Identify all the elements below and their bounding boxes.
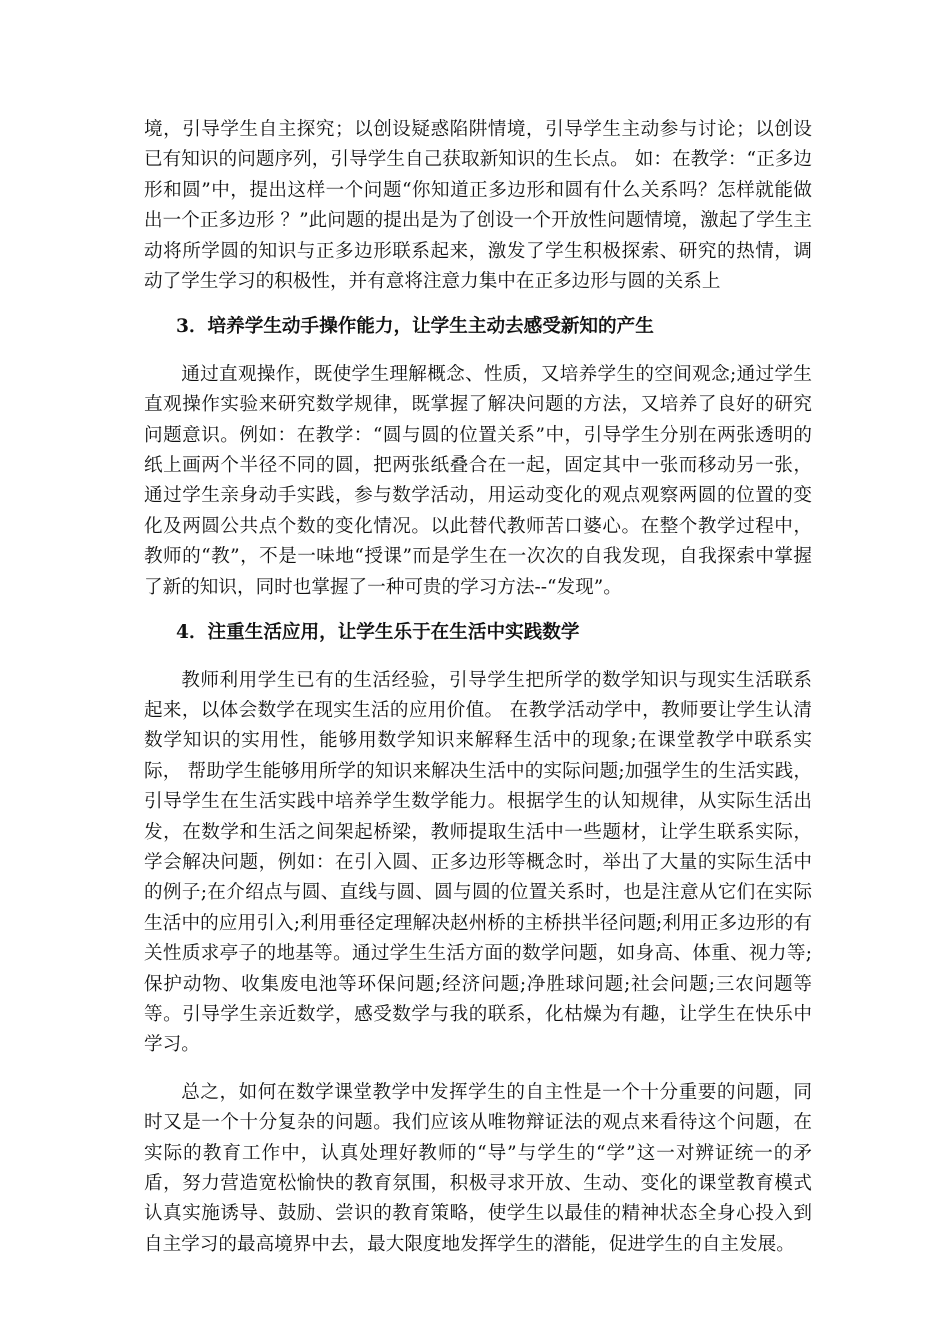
section-heading-3: 3．培养学生动手操作能力，让学生主动去感受新知的产生	[176, 316, 654, 338]
paragraph-conclusion: 总之，如何在数学课堂教学中发挥学生的自主性是一个十分重要的问题，同时又是一个十分复杂的问题。我们应该从唯物辩证法的观点来看待这个问题，在实际的教育工作中，认真处理好教师的“导”与学生的“学”这一对辨证统一的矛盾，努力营造宽松愉快的教育氛围，积极寻求开放、生动、变化的课堂教育模式认真实施诱导、鼓励、尝识的教育策略，使学生以最佳的精神状态全身心投入到自主学习的最高境界中去，最大限度地发挥学生的潜能，促进学生的自主发展。	[144, 1081, 812, 1255]
paragraph-continuation: 境，引导学生自主探究；以创设疑惑陷阱情境，引导学生主动参与讨论；以创设已有知识的问题序列，引导学生自己获取新知识的生长点。 如：在教学：“正多边形和圆”中，提出这样一个问题“你知道正多边形和圆有什么关系吗？怎样就能做出一个正多边形 ？”此问题的提出是为了创设一个开放性问题情境，激起了学生主动将所学圆的知识与正多边形联系起来，激发了学生积极探索、研究的热情，调动了学生学习的积极性，并有意将注意力集中在正多边形与圆的关系上	[144, 119, 812, 293]
paragraph-life-application: 教师利用学生已有的生活经验，引导学生把所学的数学知识与现实生活联系起来，以体会数学在现实生活的应用价值。 在教学活动学中，教师要让学生认清数学知识的实用性，能够用数学知识来解释生活中的现象;在课堂教学中联系实际， 帮助学生能够用所学的知识来解决生活中的实际问题;加强学生的生活实践，引导学生在生活实践中培养学生数学能力。根据学生的认知规律，从实际生活出发，在数学和生活之间架起桥梁，教师提取生活中一些题材，让学生联系实际，学会解决问题，例如：在引入圆、正多边形等概念时，举出了大量的实际生活中的例子;在介绍点与圆、直线与圆、圆与圆的位置关系时，也是注意从它们在实际生活中的应用引入;利用垂径定理解决赵州桥的主桥拱半径问题;利用正多边形的有关性质求亭子的地基等。通过学生生活方面的数学问题，如身高、体重、视力等;保护动物、收集废电池等环保问题;经济问题;净胜球问题;社会问题;三农问题等等。引导学生亲近数学，感受数学与我的联系，化枯燥为有趣，让学生在快乐中学习。	[144, 669, 812, 1056]
paragraph-hands-on-operation: 通过直观操作，既使学生理解概念、性质，又培养学生的空间观念;通过学生直观操作实验来研究数学规律，既掌握了解决问题的方法，又培养了良好的研究问题意识。例如：在教学：“圆与圆的位置关系”中，引导学生分别在两张透明的纸上画两个半径不同的圆，把两张纸叠合在一起，固定其中一张而移动另一张，通过学生亲身动手实践，参与数学活动，用运动变化的观点观察两圆的位置的变化及两圆公共点个数的变化情况。以此替代教师苦口婆心。在整个教学过程中，教师的“教”，不是一味地“授课”而是学生在一次次的自我发现，自我探索中掌握了新的知识，同时也掌握了一种可贵的学习方法--“发现”。	[144, 363, 812, 598]
section-heading-4: 4．注重生活应用，让学生乐于在生活中实践数学	[176, 622, 580, 644]
document-page	[144, 115, 812, 1260]
